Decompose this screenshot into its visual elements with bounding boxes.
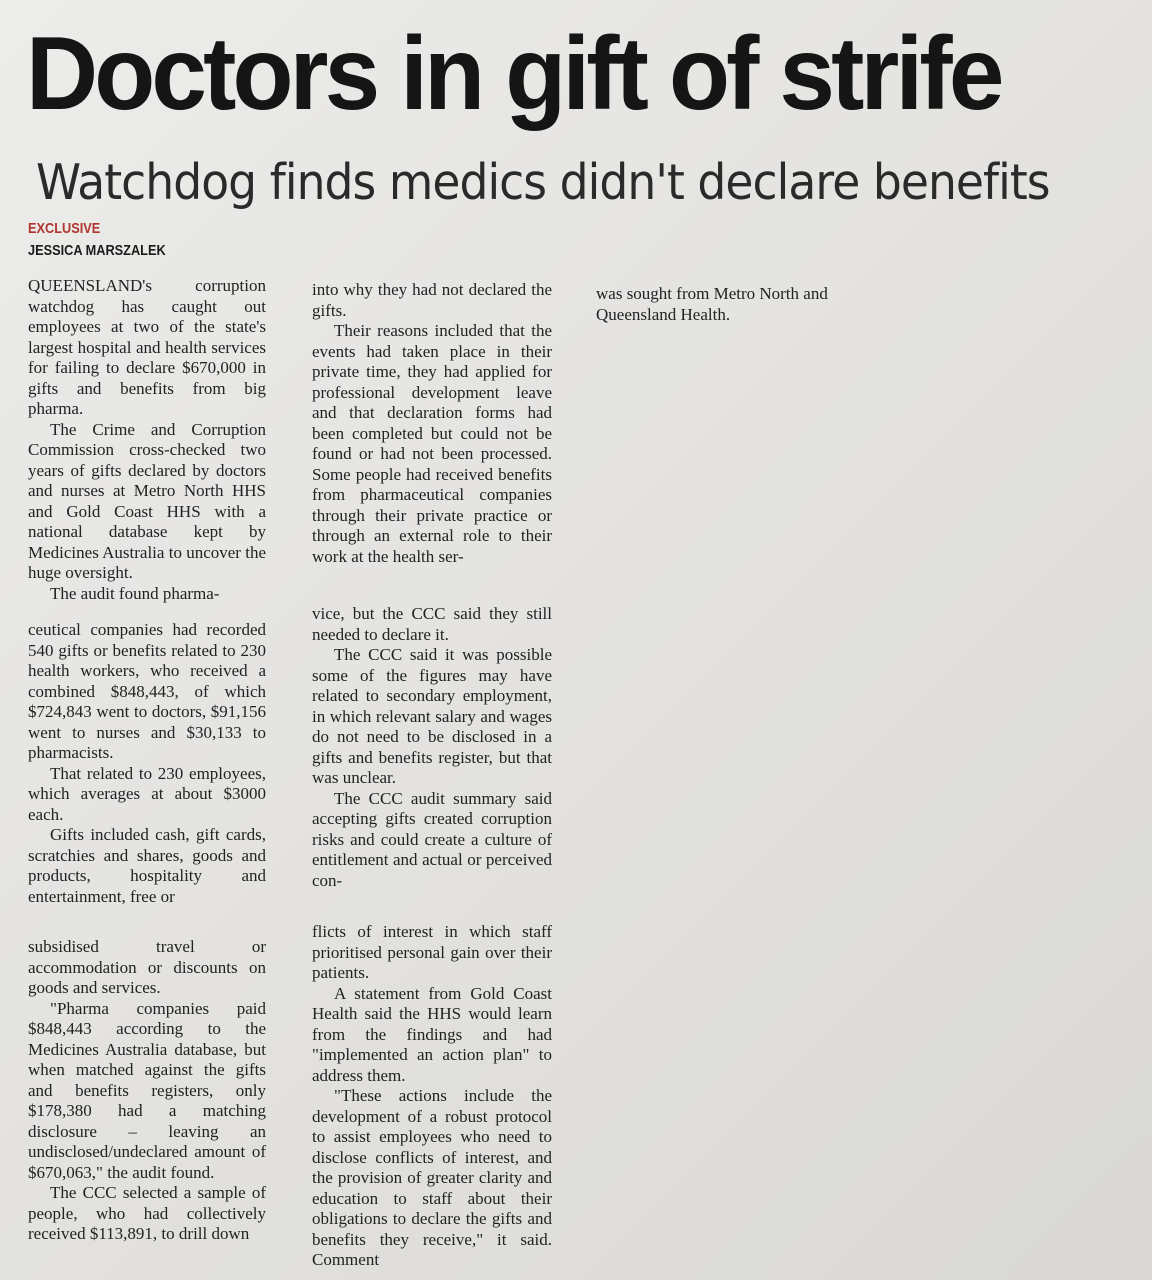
exclusive-kicker: EXCLUSIVE	[28, 220, 101, 237]
paragraph: The CCC audit summary said accepting gifts created corruption risks and could create a culture of entitlement and actual or perceived con-	[312, 788, 552, 890]
paragraph: The audit found pharma-	[50, 583, 220, 603]
headline: Doctors in gift of strife	[26, 16, 1001, 132]
paragraph: Their reasons included that the events had taken place in their private time, they had applied for professional development leave and that declaration forms had been completed but could not be found or had not been processed. Some people had received benefits from pharmaceutical companies through their private practice or through an external role to their work at the health ser-	[312, 321, 552, 566]
paragraph: The CCC selected a sample of people, who had collectively received $113,891, to drill down	[28, 1183, 266, 1243]
paragraph: The Crime and Corruption Commission cross-checked two years of gifts declared by doctors and nurses at Metro North HHS and Gold Coast HHS with a national database kept by Medicines Australia to uncover the huge oversight.	[28, 419, 266, 582]
paragraph: "Pharma companies paid $848,443 according to the Medicines Australia database, but when matched against the gifts and benefits registers, only $178,380 had a matching disclosure – leaving an undisclosed/undeclared amount of $670,063," the audit found.	[28, 998, 266, 1182]
paragraph: The CCC said it was possible some of the figures may have related to secondary employment, in which relevant salary and wages do not need to be disclosed in a gifts and benefits register, but that was unclear.	[312, 645, 552, 787]
paragraph: Gifts included cash, gift cards, scratchies and shares, goods and products, hospitality and entertainment, free or	[28, 825, 266, 906]
paragraph: QUEENSLAND's corruption watchdog has caught out employees at two of the state's largest hospital and health services for failing to declare $670,000 in gifts and benefits from big pharma.	[28, 276, 266, 418]
paragraph: was sought from Metro North and Queensland Health.	[596, 284, 828, 324]
paragraph: ceutical companies had recorded 540 gifts or benefits related to 230 health workers, who received a combined $848,443, of which $724,843 went to doctors, $91,156 went to nurses and $30,133 to pharmacists.	[28, 620, 266, 762]
paragraph: flicts of interest in which staff prioritised personal gain over their patients.	[312, 922, 552, 982]
paragraph: A statement from Gold Coast Health said the HHS would learn from the findings and had "implemented an action plan" to address them.	[312, 983, 552, 1085]
column-2-block-2	[312, 604, 552, 891]
paragraph: "These actions include the development of a robust protocol to assist employees who need to disclose conflicts of interest, and the provision of greater clarity and education to staff about their obligations to declare the gifts and benefits they receive," it said. Comment	[312, 1086, 552, 1269]
paragraph: That related to 230 employees, which averages at about $3000 each.	[28, 763, 266, 824]
column-2-block-3	[312, 922, 552, 1271]
paragraph: into why they had not declared the gifts.	[312, 280, 552, 320]
column-2-block-1	[312, 280, 552, 567]
column-3-block-1	[596, 284, 836, 325]
subheadline: Watchdog finds medics didn't declare benefits	[36, 154, 1050, 211]
paragraph: vice, but the CCC said they still needed to declare it.	[312, 604, 552, 644]
paragraph: subsidised travel or accommodation or discounts on goods and services.	[28, 937, 266, 997]
column-1-block-2	[28, 620, 266, 907]
column-1-block-1	[28, 276, 266, 604]
author-byline: JESSICA MARSZALEK	[28, 242, 166, 259]
column-1-block-3	[28, 937, 266, 1245]
